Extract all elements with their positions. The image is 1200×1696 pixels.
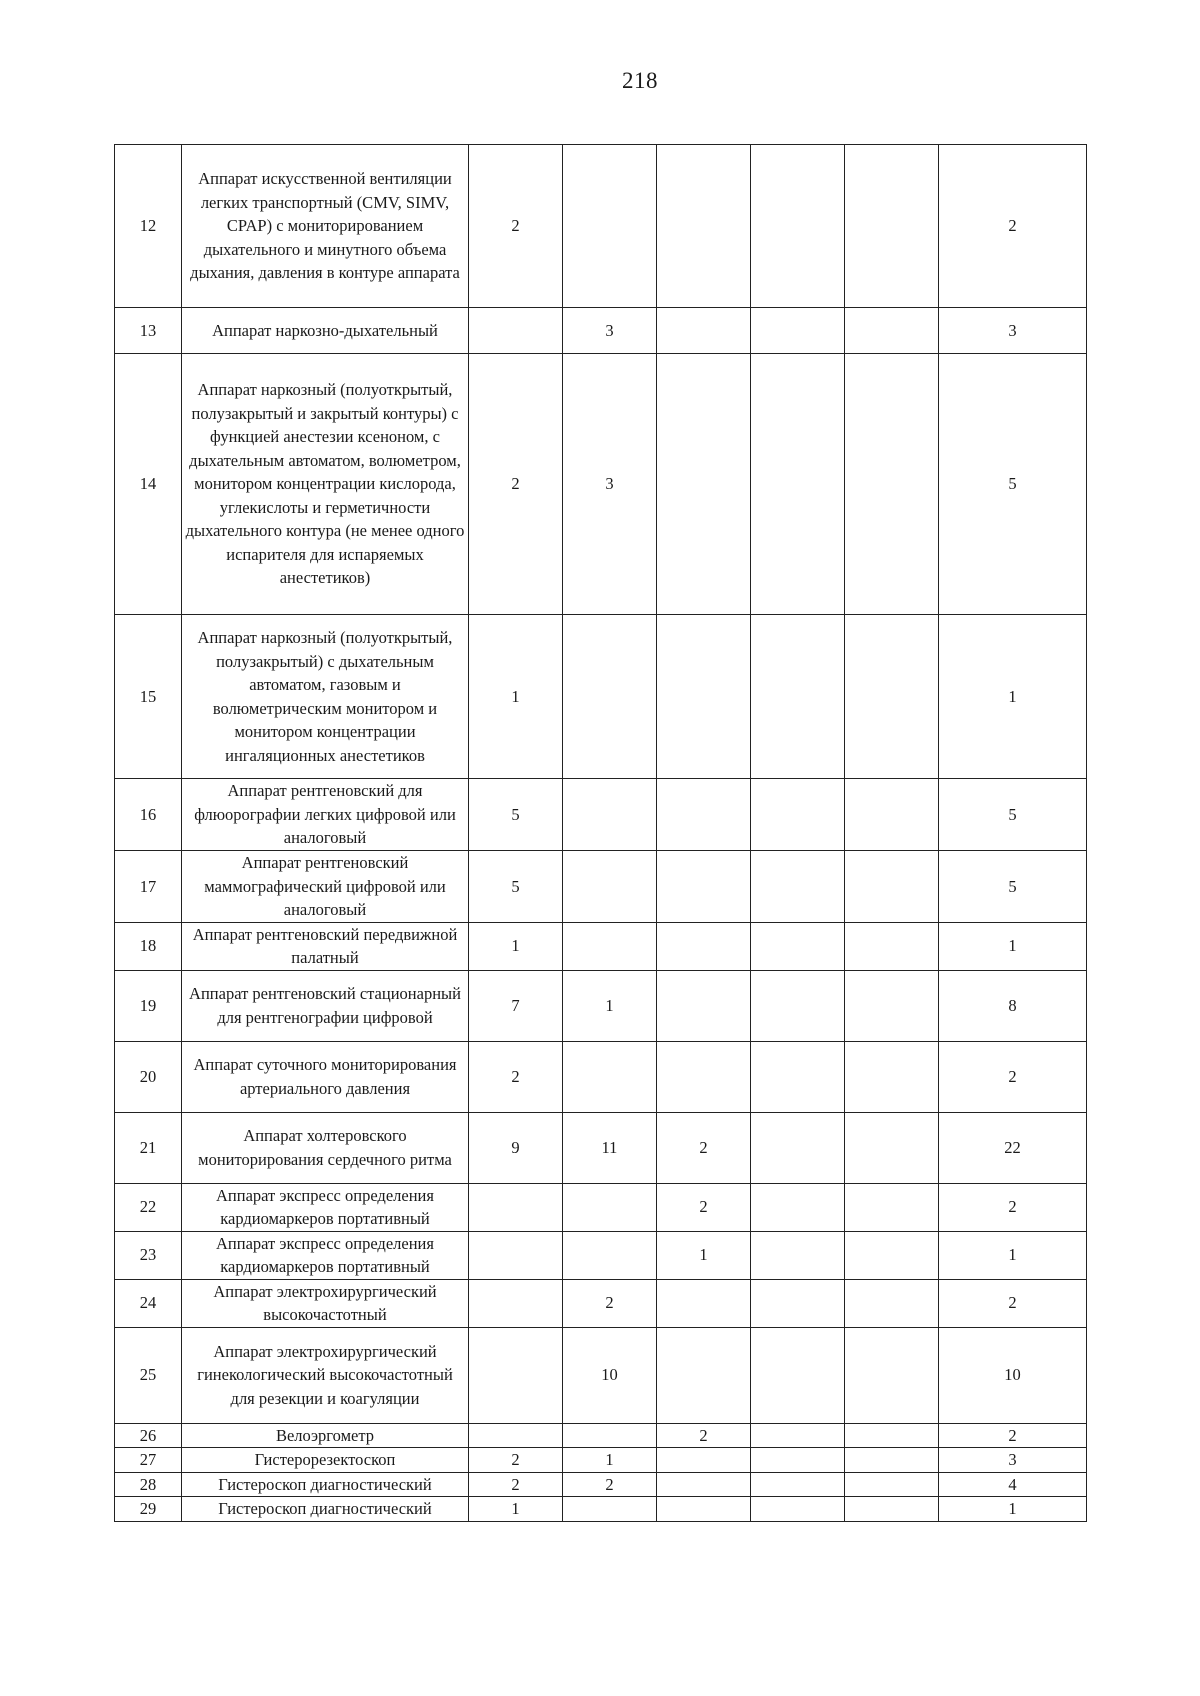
cell-total: 3: [939, 1448, 1087, 1473]
cell-num: 14: [115, 354, 182, 615]
cell-v3: [657, 922, 751, 970]
cell-v4: [751, 1497, 845, 1522]
cell-v3: 2: [657, 1423, 751, 1448]
cell-v4: [751, 308, 845, 354]
cell-v3: [657, 615, 751, 779]
cell-v4: [751, 1472, 845, 1497]
table-row: [115, 1327, 1087, 1423]
table-row: [115, 970, 1087, 1041]
cell-total: 1: [939, 1231, 1087, 1279]
table-body: [115, 145, 1087, 1522]
cell-v3: [657, 1327, 751, 1423]
cell-v4: [751, 851, 845, 923]
cell-v5: [845, 922, 939, 970]
cell-name: Гистероскоп диагностический: [182, 1497, 469, 1522]
table-row: [115, 1423, 1087, 1448]
cell-total: 5: [939, 851, 1087, 923]
cell-v3: 2: [657, 1112, 751, 1183]
cell-v4: [751, 145, 845, 308]
cell-num: 19: [115, 970, 182, 1041]
cell-v1: [469, 1231, 563, 1279]
page-number: 218: [622, 68, 658, 93]
cell-total: 10: [939, 1327, 1087, 1423]
cell-v5: [845, 145, 939, 308]
cell-v5: [845, 779, 939, 851]
cell-v5: [845, 308, 939, 354]
cell-v4: [751, 970, 845, 1041]
cell-v2: [563, 1423, 657, 1448]
cell-v4: [751, 1041, 845, 1112]
cell-v3: 1: [657, 1231, 751, 1279]
cell-name: Аппарат искусственной вентиляции легких транспортный (CMV, SIMV, CPAP) с мониторированием дыхательного и минутного объема дыхания, давления в контуре аппарата: [182, 145, 469, 308]
cell-v5: [845, 1279, 939, 1327]
cell-v2: 1: [563, 970, 657, 1041]
cell-v5: [845, 1327, 939, 1423]
cell-name: Аппарат электрохирургический гинекологический высокочастотный для резекции и коагуляции: [182, 1327, 469, 1423]
cell-v2: 2: [563, 1472, 657, 1497]
cell-name: Аппарат электрохирургический высокочастотный: [182, 1279, 469, 1327]
cell-v3: [657, 145, 751, 308]
cell-total: 1: [939, 1497, 1087, 1522]
cell-v2: 10: [563, 1327, 657, 1423]
table-row: [115, 615, 1087, 779]
table-row: [115, 145, 1087, 308]
cell-v5: [845, 1041, 939, 1112]
cell-v2: 2: [563, 1279, 657, 1327]
cell-v5: [845, 1231, 939, 1279]
cell-num: 27: [115, 1448, 182, 1473]
cell-v1: 5: [469, 779, 563, 851]
cell-total: 5: [939, 779, 1087, 851]
cell-v2: [563, 779, 657, 851]
table-row: [115, 851, 1087, 923]
table-row: [115, 308, 1087, 354]
cell-v1: 1: [469, 615, 563, 779]
cell-total: 1: [939, 922, 1087, 970]
cell-v2: [563, 1231, 657, 1279]
cell-name: Аппарат наркозный (полуоткрытый, полузакрытый) с дыхательным автоматом, газовым и волюметрическим монитором и монитором концентрации ингаляционных анестетиков: [182, 615, 469, 779]
cell-v2: [563, 851, 657, 923]
cell-v2: 11: [563, 1112, 657, 1183]
cell-v2: [563, 615, 657, 779]
cell-v1: [469, 1183, 563, 1231]
cell-v3: [657, 851, 751, 923]
cell-v1: 2: [469, 1041, 563, 1112]
cell-name: Аппарат рентгеновский стационарный для рентгенографии цифровой: [182, 970, 469, 1041]
cell-v3: [657, 354, 751, 615]
cell-v2: [563, 1497, 657, 1522]
cell-v4: [751, 1327, 845, 1423]
table-row: [115, 1448, 1087, 1473]
cell-num: 18: [115, 922, 182, 970]
cell-total: 5: [939, 354, 1087, 615]
cell-v2: 1: [563, 1448, 657, 1473]
cell-v4: [751, 354, 845, 615]
cell-v1: 5: [469, 851, 563, 923]
cell-v1: 7: [469, 970, 563, 1041]
cell-num: 20: [115, 1041, 182, 1112]
cell-v5: [845, 1183, 939, 1231]
cell-v3: [657, 970, 751, 1041]
cell-num: 24: [115, 1279, 182, 1327]
cell-v5: [845, 1112, 939, 1183]
cell-v5: [845, 970, 939, 1041]
cell-v2: [563, 145, 657, 308]
cell-v4: [751, 1183, 845, 1231]
table-row: [115, 1041, 1087, 1112]
cell-total: 2: [939, 1279, 1087, 1327]
table-row: [115, 354, 1087, 615]
cell-name: Аппарат суточного мониторирования артериального давления: [182, 1041, 469, 1112]
cell-total: 2: [939, 1183, 1087, 1231]
cell-total: 2: [939, 1041, 1087, 1112]
cell-name: Гистероскоп диагностический: [182, 1472, 469, 1497]
cell-v5: [845, 851, 939, 923]
cell-name: Гистерорезектоскоп: [182, 1448, 469, 1473]
cell-v4: [751, 922, 845, 970]
cell-num: 15: [115, 615, 182, 779]
cell-total: 2: [939, 145, 1087, 308]
cell-v4: [751, 1112, 845, 1183]
cell-name: Аппарат экспресс определения кардиомаркеров портативный: [182, 1183, 469, 1231]
cell-v3: [657, 1472, 751, 1497]
cell-v3: [657, 779, 751, 851]
cell-v1: [469, 308, 563, 354]
cell-v1: 1: [469, 922, 563, 970]
cell-v4: [751, 1279, 845, 1327]
cell-num: 28: [115, 1472, 182, 1497]
table-row: [115, 922, 1087, 970]
cell-num: 17: [115, 851, 182, 923]
cell-name: Аппарат рентгеновский маммографический цифровой или аналоговый: [182, 851, 469, 923]
cell-v1: 2: [469, 1448, 563, 1473]
cell-name: Аппарат рентгеновский передвижной палатный: [182, 922, 469, 970]
table-row: [115, 779, 1087, 851]
cell-num: 12: [115, 145, 182, 308]
cell-total: 4: [939, 1472, 1087, 1497]
table-row: [115, 1112, 1087, 1183]
cell-v2: [563, 922, 657, 970]
cell-name: Аппарат наркозный (полуоткрытый, полузакрытый и закрытый контуры) с функцией анестезии ксеноном, с дыхательным автоматом, волюметром, монитором концентрации кислорода, углекислоты и герметичности дыхательного контура (не менее одного испарителя для испаряемых анестетиков): [182, 354, 469, 615]
cell-name: Аппарат холтеровского мониторирования сердечного ритма: [182, 1112, 469, 1183]
table-row: [115, 1231, 1087, 1279]
cell-v2: [563, 1183, 657, 1231]
cell-name: Велоэргометр: [182, 1423, 469, 1448]
cell-v1: [469, 1423, 563, 1448]
cell-name: Аппарат наркозно-дыхательный: [182, 308, 469, 354]
cell-v4: [751, 615, 845, 779]
cell-num: 23: [115, 1231, 182, 1279]
table-row: [115, 1497, 1087, 1522]
cell-num: 22: [115, 1183, 182, 1231]
cell-num: 13: [115, 308, 182, 354]
cell-v2: [563, 1041, 657, 1112]
cell-num: 16: [115, 779, 182, 851]
cell-v1: 2: [469, 145, 563, 308]
cell-total: 8: [939, 970, 1087, 1041]
cell-v4: [751, 779, 845, 851]
cell-v1: 2: [469, 354, 563, 615]
cell-v3: 2: [657, 1183, 751, 1231]
cell-v1: 1: [469, 1497, 563, 1522]
cell-v5: [845, 354, 939, 615]
equipment-table: [114, 144, 1087, 1522]
cell-total: 2: [939, 1423, 1087, 1448]
cell-v3: [657, 1497, 751, 1522]
cell-v4: [751, 1423, 845, 1448]
cell-v4: [751, 1231, 845, 1279]
cell-total: 22: [939, 1112, 1087, 1183]
cell-v3: [657, 1448, 751, 1473]
cell-num: 25: [115, 1327, 182, 1423]
cell-name: Аппарат экспресс определения кардиомаркеров портативный: [182, 1231, 469, 1279]
cell-v2: 3: [563, 308, 657, 354]
cell-num: 21: [115, 1112, 182, 1183]
table-row: [115, 1472, 1087, 1497]
cell-v5: [845, 1472, 939, 1497]
cell-v3: [657, 308, 751, 354]
cell-v1: [469, 1327, 563, 1423]
cell-v4: [751, 1448, 845, 1473]
cell-total: 3: [939, 308, 1087, 354]
cell-v3: [657, 1041, 751, 1112]
cell-v5: [845, 1497, 939, 1522]
cell-total: 1: [939, 615, 1087, 779]
table-row: [115, 1183, 1087, 1231]
cell-v1: [469, 1279, 563, 1327]
cell-name: Аппарат рентгеновский для флюорографии легких цифровой или аналоговый: [182, 779, 469, 851]
cell-num: 26: [115, 1423, 182, 1448]
cell-num: 29: [115, 1497, 182, 1522]
cell-v5: [845, 615, 939, 779]
cell-v2: 3: [563, 354, 657, 615]
cell-v1: 9: [469, 1112, 563, 1183]
cell-v3: [657, 1279, 751, 1327]
cell-v1: 2: [469, 1472, 563, 1497]
cell-v5: [845, 1448, 939, 1473]
cell-v5: [845, 1423, 939, 1448]
table-row: [115, 1279, 1087, 1327]
